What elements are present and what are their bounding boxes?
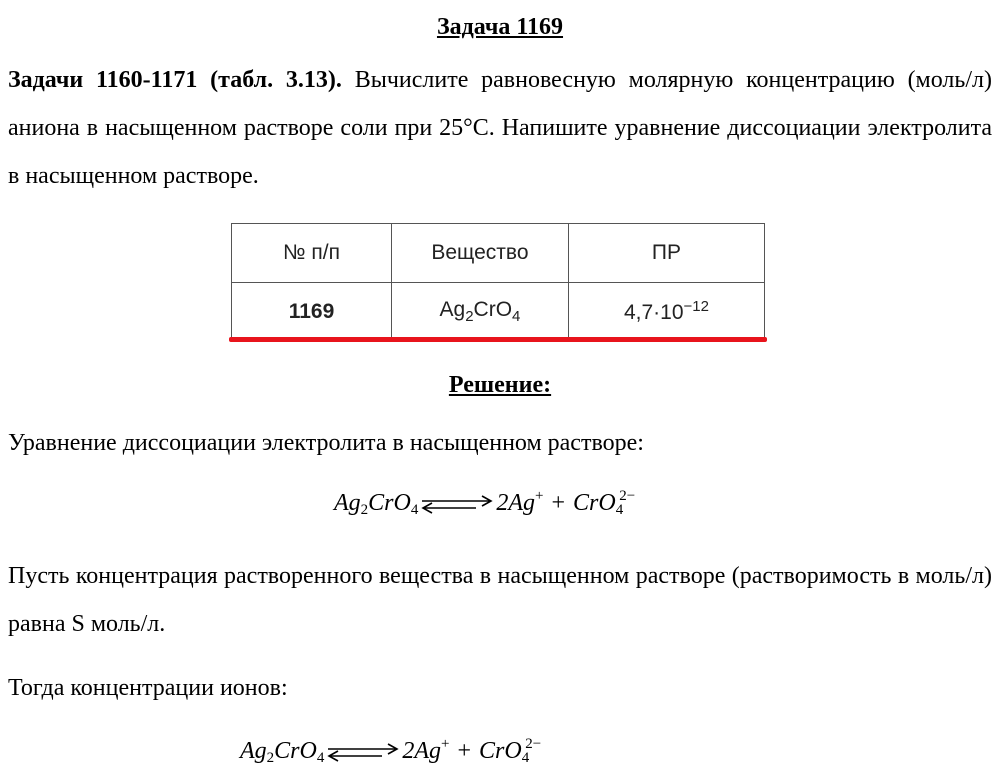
equilibrium-arrow-icon: [420, 493, 494, 515]
eq2-product1-charge: +: [441, 736, 450, 752]
solution-heading: Решение:: [448, 372, 552, 398]
problem-text: Вычислите равновесную молярную концентрацию (моль/л) аниона в насыщенном растворе соли при 25°С. Напишите уравнение диссоциации электролита в насыщенном растворе.: [8, 67, 992, 189]
highlight-underline: [229, 337, 767, 342]
eq-product1-charge: +: [535, 488, 544, 504]
formula-sub1: 2: [465, 308, 474, 326]
pr-mantissa: 4,7·10: [623, 301, 684, 324]
eq-reactant-sub1: 2: [360, 502, 369, 518]
table-header-row: [232, 224, 765, 283]
eq-product2-charge: 2−: [619, 488, 636, 504]
eq2-reactant-b: CrO: [274, 738, 317, 764]
eq2-reactant-sub1: 2: [266, 750, 275, 766]
problem-statement: [8, 56, 992, 200]
cell-substance: [391, 283, 568, 341]
eq2-product2-sub: 4: [521, 750, 530, 766]
eq2-plus: +: [457, 738, 472, 764]
eq-plus: +: [551, 490, 566, 516]
eq-reactant-a: Ag: [334, 490, 361, 516]
table-row: [232, 283, 765, 341]
header-substance: Вещество: [391, 224, 568, 283]
pr-exponent: −12: [683, 298, 709, 315]
dissociation-equation: [334, 490, 635, 517]
problem-range-label: Задачи 1160-1171 (табл. 3.13).: [8, 67, 342, 93]
eq-product1: 2Ag: [496, 490, 536, 516]
equilibrium-arrow-icon: [326, 741, 400, 763]
cell-pr: [568, 283, 764, 341]
header-pr: ПР: [568, 224, 764, 283]
solubility-line: Пусть концентрация растворенного вещества в насыщенном растворе (растворимость в моль/л) равна S моль/л.: [8, 563, 992, 637]
eq-product2: CrO: [573, 490, 616, 516]
eq2-product2: CrO: [479, 738, 522, 764]
eq-reactant-b: CrO: [368, 490, 411, 516]
ion-concentration-line: Тогда концентрации ионов:: [8, 675, 288, 701]
eq2-reactant-sub2: 4: [316, 750, 325, 766]
page-title: Задача 1169: [436, 14, 564, 40]
eq2-product1: 2Ag: [402, 738, 442, 764]
eq-reactant-sub2: 4: [410, 502, 419, 518]
eq-product2-sub: 4: [615, 502, 624, 518]
header-number: № п/п: [232, 224, 392, 283]
eq2-reactant-a: Ag: [240, 738, 267, 764]
data-table: [231, 223, 765, 341]
dissociation-equation-repeat: [240, 738, 541, 765]
eq2-product2-charge: 2−: [525, 736, 542, 752]
cell-number: 1169: [232, 283, 392, 341]
formula-sub2: 4: [512, 308, 521, 326]
dissociation-line: Уравнение диссоциации электролита в насыщенном растворе:: [8, 430, 644, 456]
formula-mid: CrO: [473, 297, 513, 321]
formula-base: Ag: [439, 297, 466, 321]
